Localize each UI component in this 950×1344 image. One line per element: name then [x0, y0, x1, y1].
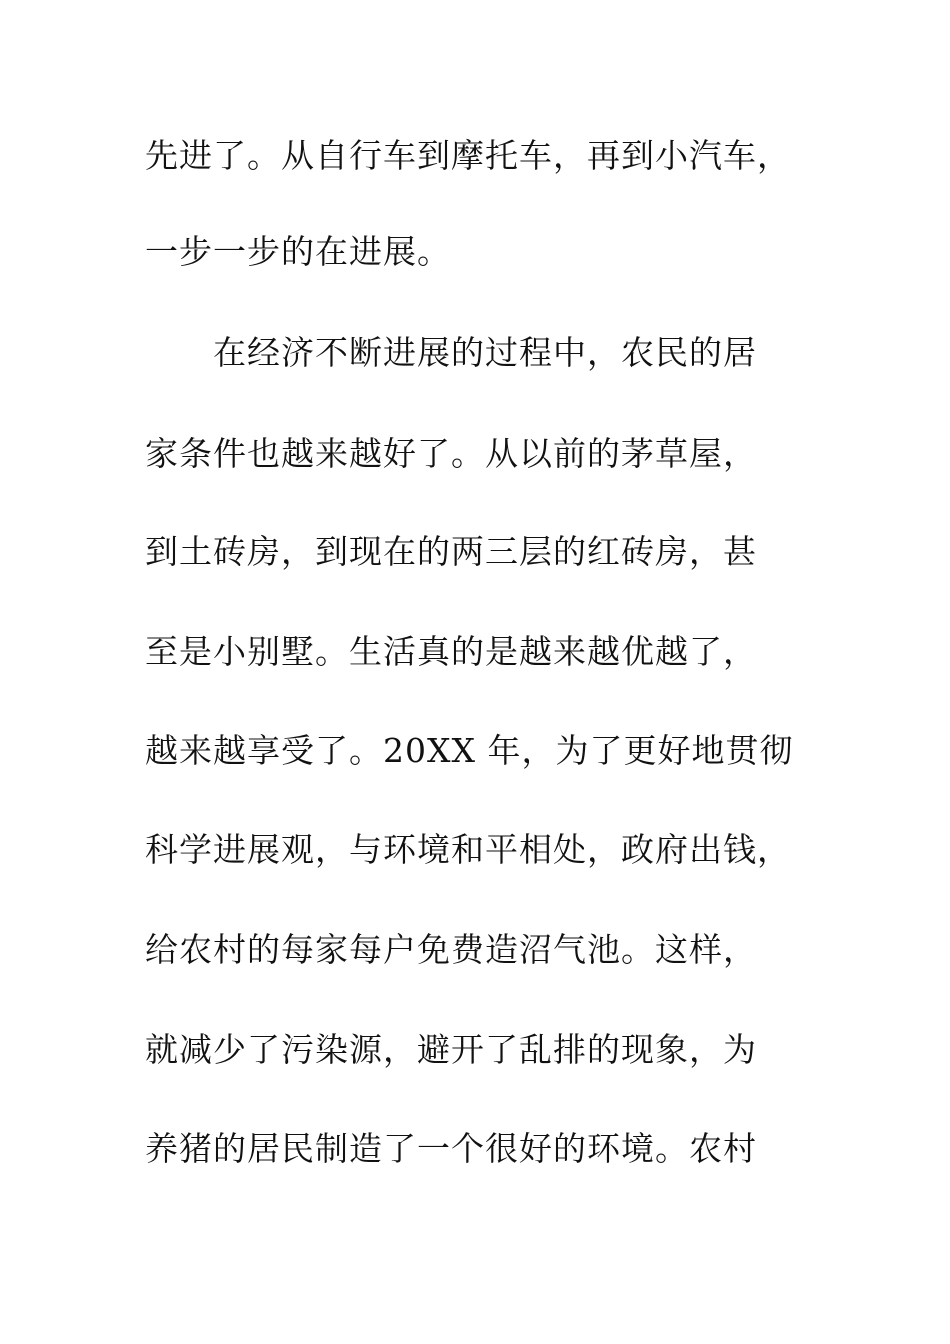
text-line-8: 科学进展观，与环境和平相处，政府出钱， [145, 830, 791, 869]
text-line-4: 家条件也越来越好了。从以前的茅草屋， [145, 434, 757, 473]
text-line-10: 就减少了污染源，避开了乱排的现象，为 [145, 1030, 757, 1069]
text-line-7: 越来越享受了。20XX 年，为了更好地贯彻 [145, 731, 794, 770]
text-line-1: 先进了。从自行车到摩托车，再到小汽车， [145, 136, 791, 175]
text-line-11: 养猪的居民制造了一个很好的环境。农村 [145, 1129, 757, 1168]
text-line-3: 在经济不断进展的过程中，农民的居 [213, 333, 757, 372]
text-line-2: 一步一步的在进展。 [145, 232, 451, 271]
text-line-5: 到土砖房，到现在的两三层的红砖房，甚 [145, 532, 757, 571]
text-line-6: 至是小别墅。生活真的是越来越优越了， [145, 632, 757, 671]
text-line-9: 给农村的每家每户免费造沼气池。这样， [145, 930, 757, 969]
